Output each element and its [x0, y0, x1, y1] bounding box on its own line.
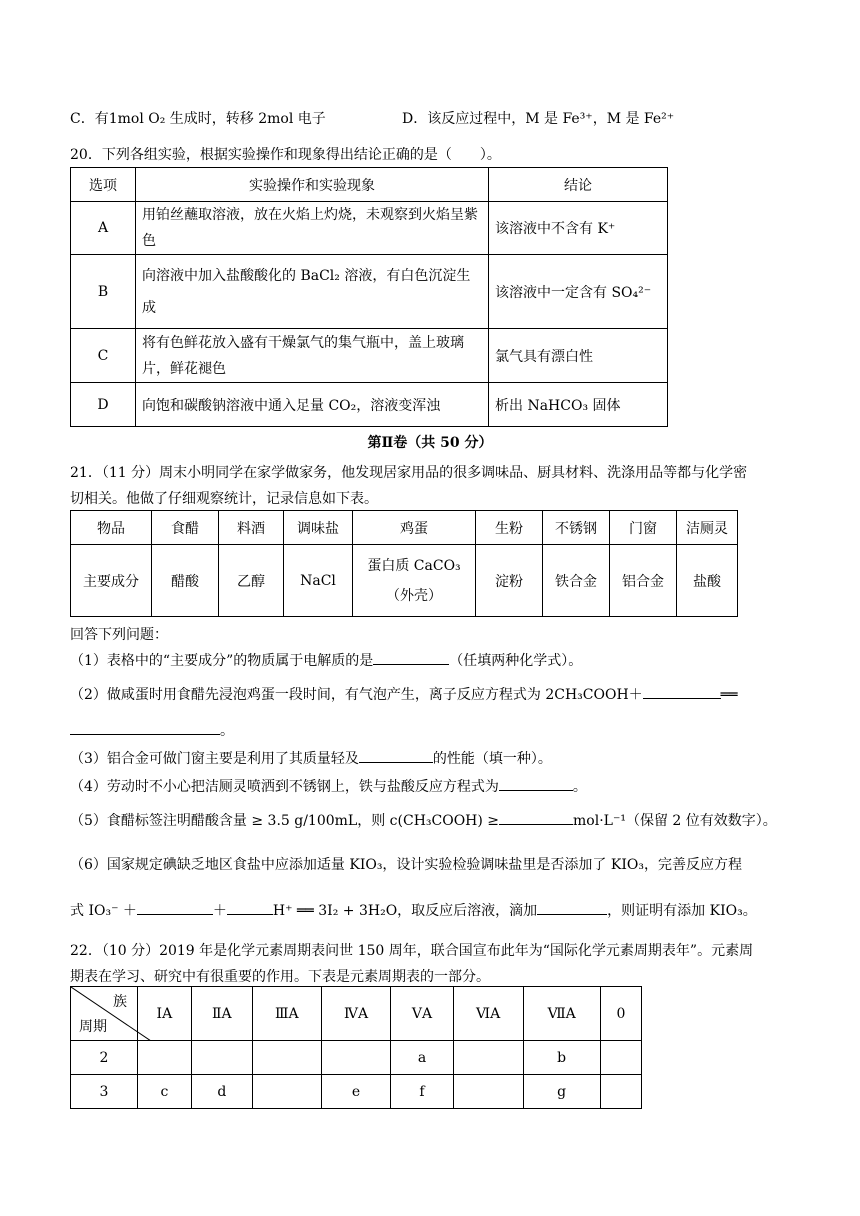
group-7a: ⅦA: [523, 987, 600, 1041]
group-6a: ⅥA: [453, 987, 523, 1041]
cell-b: b: [523, 1041, 600, 1075]
blank-2a[interactable]: [643, 684, 721, 699]
blank-1[interactable]: [373, 650, 449, 665]
group-4a: ⅣA: [321, 987, 391, 1041]
cell-d: d: [191, 1075, 252, 1109]
group-1a: ⅠA: [138, 987, 192, 1041]
blank-4[interactable]: [499, 776, 573, 791]
q21-item-starch: 生粉: [476, 511, 543, 545]
blank-5[interactable]: [499, 810, 573, 825]
q21-item-steel: 不锈钢: [543, 511, 610, 545]
cell-c: c: [138, 1075, 192, 1109]
q20-row-a-option: A: [71, 202, 136, 255]
q21-table: [70, 510, 738, 617]
cell: [453, 1041, 523, 1075]
q21-component-steel: 铁合金: [543, 545, 610, 617]
cell-e: e: [321, 1075, 391, 1109]
q22-stem-line2: 期表在学习、研究中有很重要的作用。下表是元素周期表的一部分。: [70, 969, 490, 985]
q21-component-starch: 淀粉: [476, 545, 543, 617]
q19-option-c: C．有1mol O₂ 生成时，转移 2mol 电子: [70, 111, 326, 127]
q20-row-c-operation: 将有色鲜花放入盛有干燥氯气的集气瓶中，盖上玻璃片，鲜花褪色: [136, 329, 489, 383]
q21-component-wine: 乙醇: [219, 545, 284, 617]
cell: [252, 1075, 321, 1109]
blank-6a[interactable]: [137, 900, 213, 915]
period-3: 3: [71, 1075, 138, 1109]
q20-row-a-conclusion: 该溶液中不含有 K⁺: [489, 202, 668, 255]
q21-answer-prompt: 回答下列问题：: [70, 627, 168, 643]
q20-header-operation: 实验操作和实验现象: [136, 168, 489, 202]
q21-component-vinegar: 醋酸: [152, 545, 219, 617]
q21-part1: （1）表格中的“主要成分”的物质属于电解质的是 （任填两种化学式）。: [70, 650, 582, 670]
blank-6c[interactable]: [537, 900, 607, 915]
cell: [600, 1075, 641, 1109]
q21-item-vinegar: 食醋: [152, 511, 219, 545]
q21-component-egg-main: 蛋白质 CaCO₃: [367, 557, 461, 574]
cell: [138, 1041, 192, 1075]
q21-part3: （3）铝合金可做门窗主要是利用了其质量轻及 的性能（填一种）。: [70, 748, 552, 768]
group-0: 0: [600, 987, 641, 1041]
q21-part2: （2）做咸蛋时用食醋先浸泡鸡蛋一段时间，有气泡产生，离子反应方程式为 2CH₃COOH＋ ══: [70, 684, 738, 704]
q21-part5: （5）食醋标签注明醋酸含量 ≥ 3.5 g/100mL，则 c(CH₃COOH) ≥ mol·L⁻¹（保留 2 位有效数字）。: [70, 810, 777, 830]
q20-row-b-conclusion: 该溶液中一定含有 SO₄²⁻: [489, 255, 668, 329]
q21-item-window: 门窗: [610, 511, 677, 545]
cell: [600, 1041, 641, 1075]
q21-part2-cont: 。: [70, 720, 234, 740]
q21-component-window: 铝合金: [610, 545, 677, 617]
q21-part6-line1: （6）国家规定碘缺乏地区食盐中应添加适量 KIO₃，设计实验检验调味盐里是否添加了 KIO₃，完善反应方程: [70, 857, 742, 873]
q22-stem-line1: 22．（10 分）2019 年是化学元素周期表问世 150 周年，联合国宣布此年为“国际化学元素周期表年”。元素周: [70, 943, 754, 959]
q21-component-cleaner: 盐酸: [677, 545, 738, 617]
q21-component-egg-note: （外壳）: [386, 587, 442, 604]
corner-group-label: 族: [113, 994, 127, 1010]
q20-row-d-conclusion: 析出 NaHCO₃ 固体: [489, 383, 668, 427]
q21-item-salt: 调味盐: [284, 511, 353, 545]
q19-option-d: D．该反应过程中，M 是 Fe³⁺，M 是 Fe²⁺: [402, 111, 675, 127]
cell-g: g: [523, 1075, 600, 1109]
q21-part4: （4）劳动时不小心把洁厕灵喷洒到不锈钢上，铁与盐酸反应方程式为 。: [70, 776, 587, 796]
group-5a: ⅤA: [391, 987, 453, 1041]
group-2a: ⅡA: [191, 987, 252, 1041]
q20-stem: 20．下列各组实验，根据实验操作和现象得出结论正确的是（ ）。: [70, 147, 501, 163]
q20-row-d-operation: 向饱和碳酸钠溶液中通入足量 CO₂，溶液变浑浊: [136, 383, 489, 427]
group-3a: ⅢA: [252, 987, 321, 1041]
q21-component-salt: NaCl: [284, 545, 353, 617]
q21-item-wine: 料酒: [219, 511, 284, 545]
q20-table: [70, 167, 668, 427]
q20-row-c-option: C: [71, 329, 136, 383]
cell-f: f: [391, 1075, 453, 1109]
blank-3[interactable]: [359, 748, 433, 763]
cell: [321, 1041, 391, 1075]
q21-component-header: 主要成分: [71, 545, 152, 617]
q20-row-c-conclusion: 氯气具有漂白性: [489, 329, 668, 383]
q21-part6-line2: 式 IO₃⁻ ＋ ＋ H⁺ ══ 3I₂ + 3H₂O，取反应后溶液，滴加 ，则证明有添加 KIO₃。: [70, 900, 757, 920]
cell: [252, 1041, 321, 1075]
q20-row-b-option: B: [71, 255, 136, 329]
corner-header: [71, 987, 138, 1041]
corner-period-label: 周期: [79, 1019, 107, 1035]
q20-row-d-option: D: [71, 383, 136, 427]
q20-header-option: 选项: [71, 168, 136, 202]
q21-stem-line1: 21．（11 分）周末小明同学在家学做家务，他发现居家用品的很多调味品、厨具材料、洗涤用品等都与化学密: [70, 465, 748, 481]
q21-item-egg: 鸡蛋: [353, 511, 476, 545]
q21-item-cleaner: 洁厕灵: [677, 511, 738, 545]
q20-row-a-operation: 用铂丝蘸取溶液，放在火焰上灼烧，未观察到火焰呈紫色: [136, 202, 489, 255]
blank-2b[interactable]: [70, 720, 220, 735]
q20-row-b-operation: 向溶液中加入盐酸酸化的 BaCl₂ 溶液，有白色沉淀生成: [136, 255, 489, 329]
period-2: 2: [71, 1041, 138, 1075]
periodic-table: [70, 986, 642, 1109]
q20-header-conclusion: 结论: [489, 168, 668, 202]
cell-a: a: [391, 1041, 453, 1075]
cell: [453, 1075, 523, 1109]
section-title: 第Ⅱ卷（共 50 分）: [367, 435, 493, 451]
q21-stem-line2: 切相关。他做了仔细观察统计，记录信息如下表。: [70, 491, 378, 507]
q21-item-header: 物品: [71, 511, 152, 545]
q21-component-egg: [353, 545, 476, 617]
cell: [191, 1041, 252, 1075]
blank-6b[interactable]: [227, 900, 273, 915]
